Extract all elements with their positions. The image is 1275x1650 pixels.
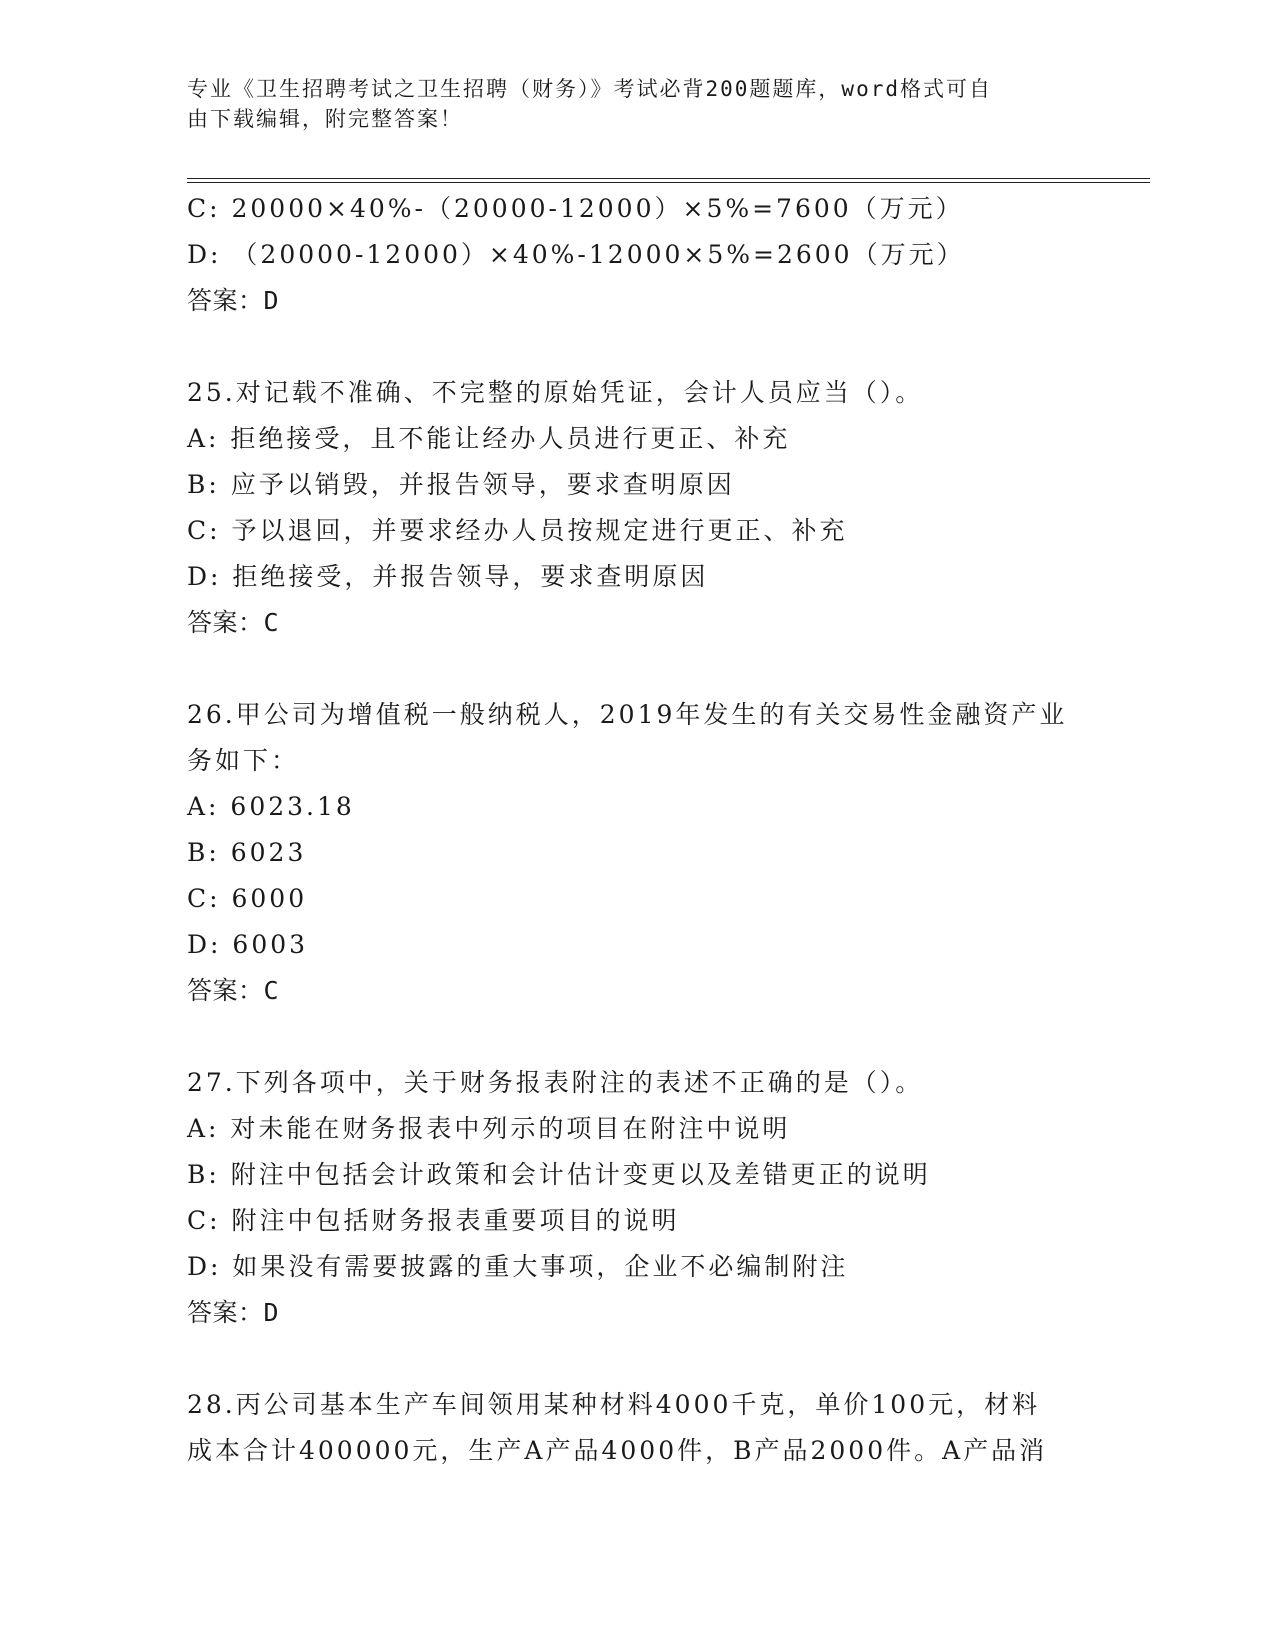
question-stem: 27.下列各项中，关于财务报表附注的表述不正确的是（）。: [187, 1068, 924, 1097]
header-line-2: 由下载编辑，附完整答案！: [187, 107, 463, 131]
answer-line: 答案：C: [187, 976, 280, 1005]
answer-line: 答案：D: [187, 286, 280, 315]
option-d: D: （20000-12000）×40%-12000×5%=2600（万元）: [187, 240, 965, 269]
option-d: D: 如果没有需要披露的重大事项，企业不必编制附注: [187, 1252, 849, 1281]
option-c: C: 6000: [187, 884, 308, 913]
header-divider-top: [187, 178, 1150, 179]
question-27: [187, 1060, 1087, 1336]
answer-line: 答案：C: [187, 608, 280, 637]
question-content: [187, 186, 1087, 1474]
option-c: C: 附注中包括财务报表重要项目的说明: [187, 1206, 680, 1235]
option-d: D: 6003: [187, 930, 309, 959]
question-24: [187, 186, 1087, 324]
option-d: D: 拒绝接受，并报告领导，要求查明原因: [187, 562, 709, 591]
question-25: [187, 370, 1087, 646]
header-divider-bottom: [187, 182, 1150, 183]
option-a: A: 6023.18: [187, 792, 355, 821]
option-b: B: 6023: [187, 838, 307, 867]
option-c: C: 予以退回，并要求经办人员按规定进行更正、补充: [187, 516, 848, 545]
option-c: C: 20000×40%-（20000-12000）×5%=7600（万元）: [187, 194, 964, 223]
option-a: A: 对未能在财务报表中列示的项目在附注中说明: [187, 1114, 791, 1143]
question-stem-line-2: 成本合计400000元，生产A产品4000件，B产品2000件。A产品消: [187, 1436, 1048, 1465]
option-a: A: 拒绝接受，且不能让经办人员进行更正、补充: [187, 424, 791, 453]
option-b: B: 应予以销毁，并报告领导，要求查明原因: [187, 470, 735, 499]
document-header: [187, 74, 1067, 134]
option-b: B: 附注中包括会计政策和会计估计变更以及差错更正的说明: [187, 1160, 931, 1189]
question-stem-line-1: 26.甲公司为增值税一般纳税人，2019年发生的有关交易性金融资产业: [187, 700, 1068, 729]
question-stem: 25.对记载不准确、不完整的原始凭证，会计人员应当（）。: [187, 378, 924, 407]
header-line-1: 专业《卫生招聘考试之卫生招聘（财务）》考试必背200题题库，word格式可自: [187, 77, 992, 101]
question-28: [187, 1382, 1087, 1474]
question-stem-line-2: 务如下：: [187, 746, 300, 775]
answer-line: 答案：D: [187, 1298, 280, 1327]
question-stem-line-1: 28.丙公司基本生产车间领用某种材料4000千克，单价100元，材料: [187, 1390, 1041, 1419]
question-26: [187, 692, 1087, 1014]
